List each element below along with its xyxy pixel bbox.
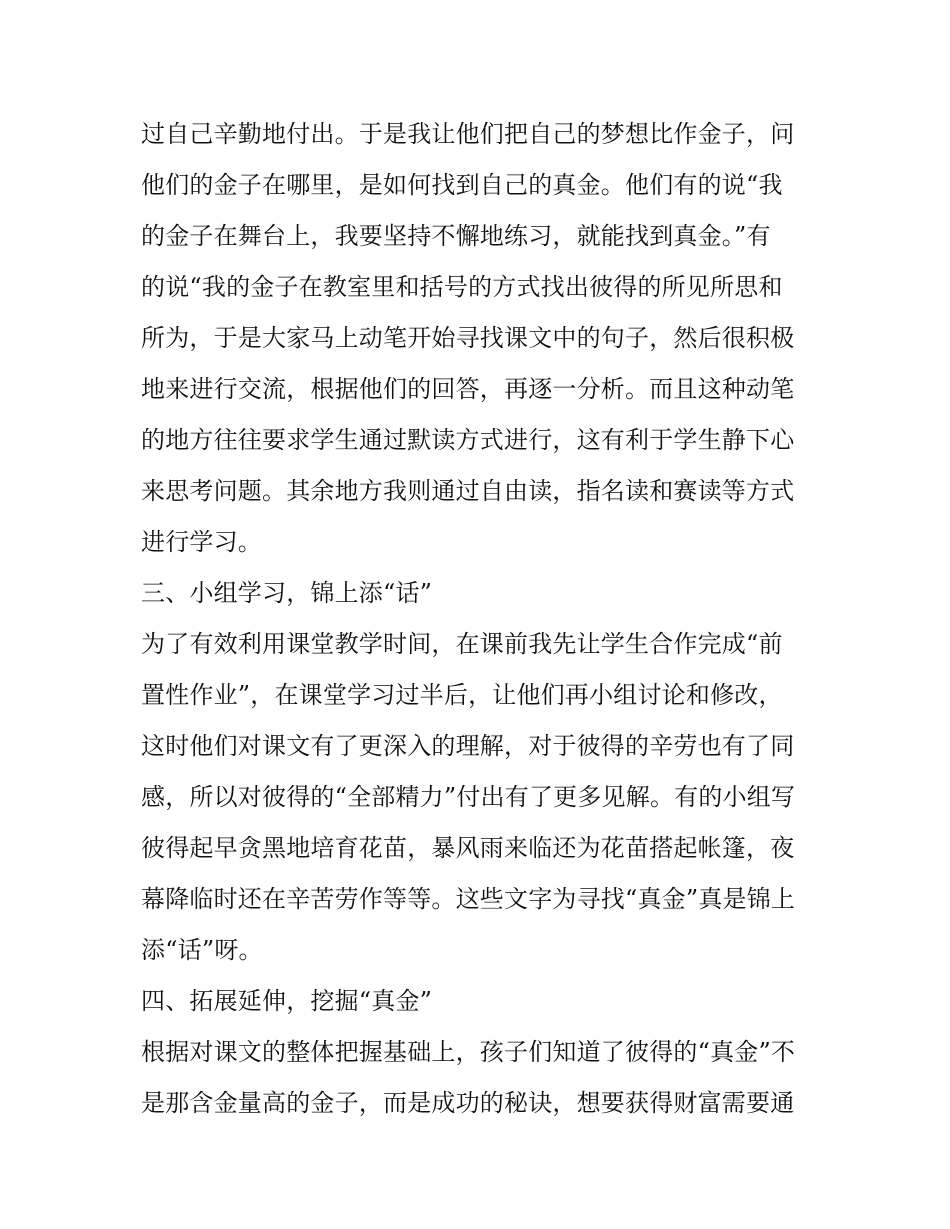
text-line: 彼得起早贪黑地培育花苗，暴风雨来临还为花苗搭起帐篷，夜 [141, 834, 795, 862]
text-line: 的说“我的金子在教室里和括号的方式找出彼得的所见所思和 [141, 273, 783, 301]
text-line: 进行学习。 [141, 528, 262, 556]
text-line: 为了有效利用课堂教学时间，在课前我先让学生合作完成“前 [141, 630, 783, 658]
text-line: 幕降临时还在辛苦劳作等等。这些文字为寻找“真金”真是锦上 [141, 885, 796, 913]
text-line: 是那含金量高的金子，而是成功的秘诀，想要获得财富需要通 [141, 1089, 795, 1117]
text-line: 所为，于是大家马上动笔开始寻找课文中的句子，然后很积极 [141, 324, 795, 352]
text-line: 感，所以对彼得的“全部精力”付出有了更多见解。有的小组写 [141, 783, 796, 811]
text-line: 的金子在舞台上，我要坚持不懈地练习，就能找到真金。”有 [141, 222, 771, 250]
text-line: 他们的金子在哪里，是如何找到自己的真金。他们有的说“我 [141, 171, 783, 199]
body-text [141, 109, 821, 1129]
text-line: 添“话”呀。 [141, 936, 263, 964]
text-line: 根据对课文的整体把握基础上，孩子们知道了彼得的“真金”不 [141, 1038, 796, 1066]
text-line: 来思考问题。其余地方我则通过自由读，指名读和赛读等方式 [141, 477, 795, 505]
text-line: 这时他们对课文有了更深入的理解，对于彼得的辛劳也有了同 [141, 732, 795, 760]
section-heading: 四、拓展延伸，挖掘“真金” [141, 987, 433, 1015]
text-line: 的地方往往要求学生通过默读方式进行，这有利于学生静下心 [141, 426, 795, 454]
text-line: 地来进行交流，根据他们的回答，再逐一分析。而且这种动笔 [141, 375, 795, 403]
section-heading: 三、小组学习，锦上添“话” [141, 579, 433, 607]
text-line: 置性作业”，在课堂学习过半后，让他们再小组讨论和修改， [141, 681, 783, 709]
text-line: 过自己辛勤地付出。于是我让他们把自己的梦想比作金子，问 [141, 120, 795, 148]
